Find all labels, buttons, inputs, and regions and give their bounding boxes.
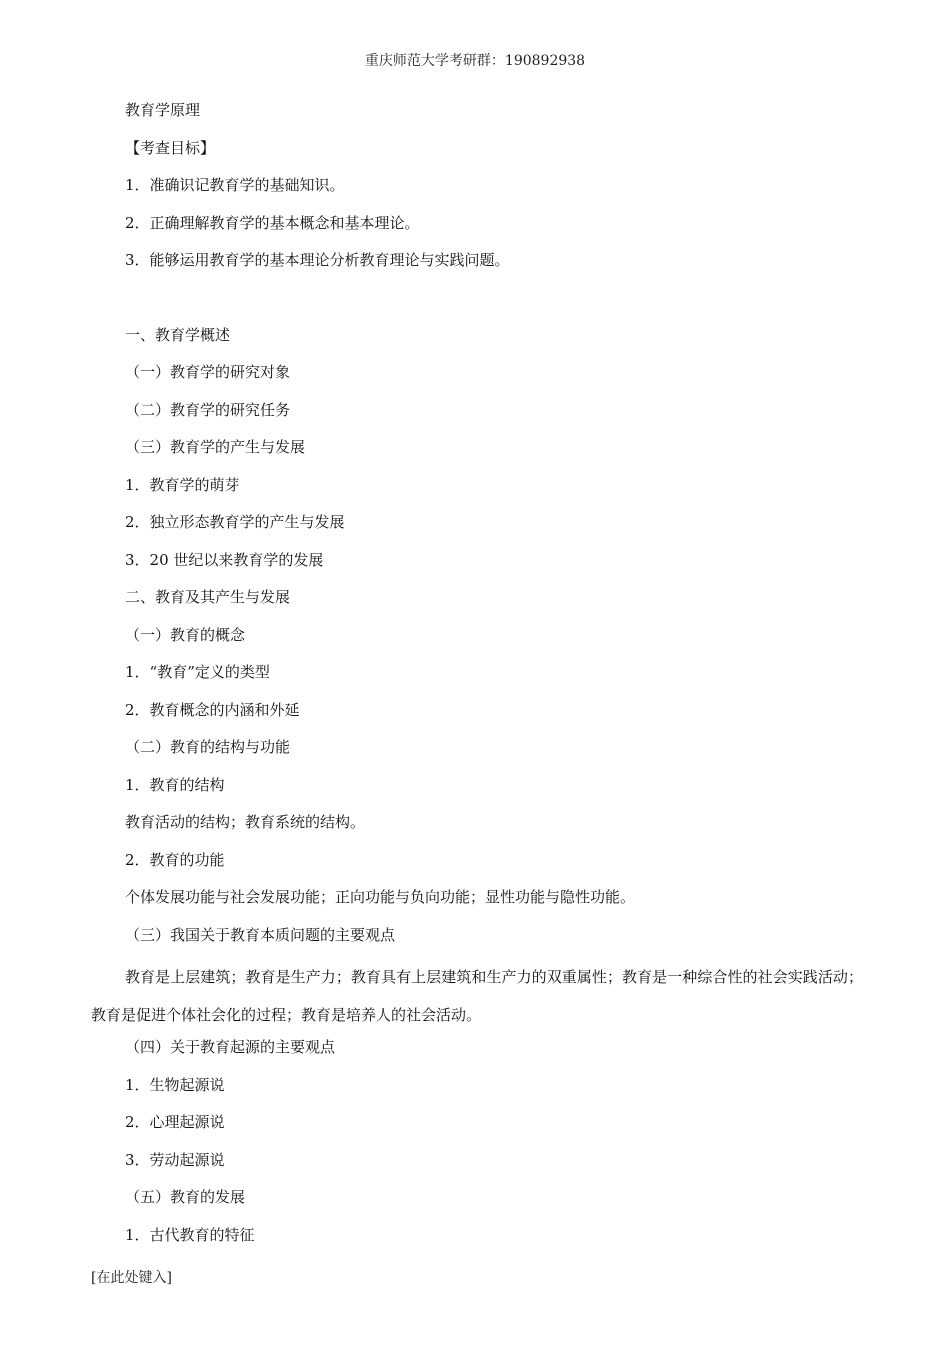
- objective-item: 1．准确识记教育学的基础知识。: [125, 176, 345, 194]
- list-item: 1．古代教育的特征: [125, 1225, 255, 1244]
- subsection-heading: （一）教育学的研究对象: [125, 363, 291, 381]
- objectives-heading: 【考查目标】: [125, 138, 216, 157]
- list-item: 1．生物起源说: [125, 1075, 225, 1094]
- list-item: 1．“教育”定义的类型: [125, 663, 270, 681]
- list-item: 2．独立形态教育学的产生与发展: [125, 513, 345, 531]
- subsection-heading: （二）教育的结构与功能: [125, 738, 291, 756]
- body-text-line: 教育活动的结构；教育系统的结构。: [125, 813, 366, 831]
- document-body: [91, 97, 863, 1259]
- page-header: 重庆师范大学考研群：190892938: [364, 53, 586, 69]
- subsection-heading: （五）教育的发展: [125, 1188, 246, 1206]
- list-item: 1．教育的结构: [125, 775, 225, 794]
- list-item: 2．心理起源说: [125, 1113, 225, 1131]
- subsection-heading: （三）教育学的产生与发展: [125, 438, 306, 456]
- list-item: 3．20 世纪以来教育学的发展: [125, 550, 324, 569]
- section-heading: 二、教育及其产生与发展: [125, 588, 291, 606]
- blank-line: [91, 285, 863, 322]
- list-item: 3．劳动起源说: [125, 1150, 225, 1169]
- body-paragraph: 教育是上层建筑；教育是生产力；教育具有上层建筑和生产力的双重属性；教育是一种综合性的社会实践活动；教育是促进个体社会化的过程；教育是培养人的社会活动。: [91, 968, 863, 1024]
- section-heading: 一、教育学概述: [125, 325, 231, 344]
- subsection-heading: （一）教育的概念: [125, 625, 246, 644]
- subsection-heading: （二）教育学的研究任务: [125, 400, 291, 419]
- list-item: 1．教育学的萌芽: [125, 475, 240, 494]
- subsection-heading: （四）关于教育起源的主要观点: [125, 1038, 336, 1056]
- list-item: 2．教育概念的内涵和外延: [125, 700, 300, 719]
- document-title: 教育学原理: [125, 101, 201, 119]
- body-text-line: 个体发展功能与社会发展功能；正向功能与负向功能；显性功能与隐性功能。: [125, 888, 636, 906]
- subsection-heading: （三）我国关于教育本质问题的主要观点: [125, 925, 396, 944]
- list-item: 2．教育的功能: [125, 850, 225, 869]
- objective-item: 2．正确理解教育学的基本概念和基本理论。: [125, 213, 420, 232]
- objective-item: 3．能够运用教育学的基本理论分析教育理论与实践问题。: [125, 251, 510, 269]
- page-footer: [在此处键入]: [91, 1270, 172, 1286]
